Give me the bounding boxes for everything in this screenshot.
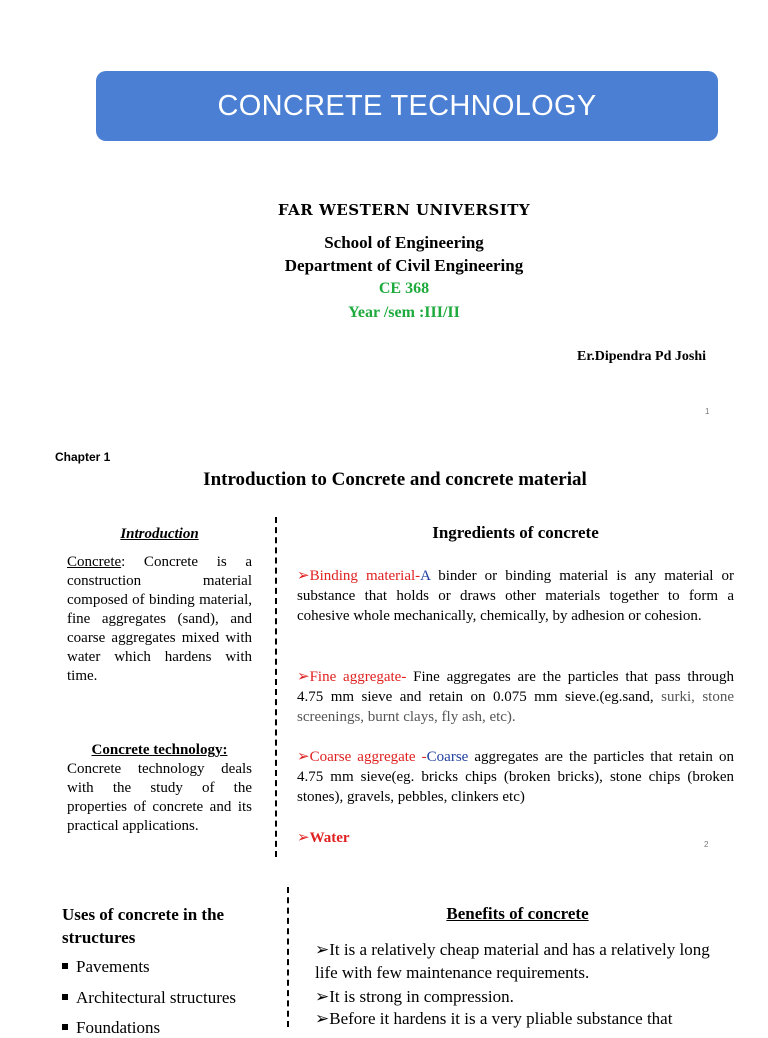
binding-material-text: binder or binding material is any material or substance that holds or draws other materials together to form a cohesive whole mechanically, chemically, by adhesion or cohesion. — [297, 568, 734, 624]
university-name: FAR WESTERN UNIVERSITY — [277, 201, 531, 219]
introduction-heading: Introduction — [120, 526, 199, 542]
slide-title: CONCRETE TECHNOLOGY — [217, 89, 597, 122]
arrow-bullet-icon: ➢ — [297, 830, 310, 846]
uses-heading: Uses of concrete in the structures — [62, 905, 225, 947]
binding-material-item — [297, 566, 734, 626]
author-name: Er.Dipendra Pd Joshi — [576, 349, 706, 364]
course-code: CE 368 — [378, 280, 430, 297]
arrow-bullet-icon: ➢ — [315, 940, 330, 959]
chapter-label: Chapter 1 — [55, 450, 111, 464]
title-banner — [96, 71, 718, 141]
arrow-bullet-icon: ➢ — [297, 669, 310, 685]
water-item — [297, 828, 734, 848]
concrete-technology-definition — [67, 741, 252, 836]
arrow-bullet-icon: ➢ — [297, 749, 310, 765]
fine-aggregate-item — [297, 667, 734, 727]
ingredients-heading: Ingredients of concrete — [432, 523, 599, 542]
benefit-item: ➢Before it hardens it is a very pliable substance that — [315, 1009, 673, 1028]
benefit-item: ➢It is strong in compression. — [315, 987, 514, 1006]
year-semester: Year /sem :III/II — [348, 304, 460, 321]
water-label: Water — [309, 830, 350, 846]
column-divider — [275, 517, 277, 857]
benefit-item: ➢It is a relatively cheap material and has a relatively long life with few maintenance requirements. — [315, 940, 710, 982]
school-name: School of Engineering — [324, 233, 484, 252]
arrow-bullet-icon: ➢ — [297, 568, 310, 584]
coarse-aggregate-item — [297, 747, 734, 807]
coarse-aggregate-word: Coarse — [426, 749, 469, 765]
square-bullet-icon — [62, 994, 68, 1000]
coarse-aggregate-label: Coarse aggregate - — [309, 749, 427, 765]
fine-aggregate-examples: surki, stone screenings, burnt clays, fly ash, etc). — [297, 689, 734, 725]
concrete-definition-text: : Concrete is a construction material composed of binding material, fine aggregates (sand), and coarse aggregates mixed with water which hardens with time. — [67, 554, 252, 684]
column-divider-2 — [287, 887, 289, 1027]
uses-list-item: Foundations — [62, 1018, 160, 1038]
chapter-title: Introduction to Concrete and concrete material — [203, 469, 587, 490]
concrete-technology-text: Concrete technology deals with the study of the properties of concrete and its practical applications. — [67, 761, 252, 834]
fine-aggregate-label: Fine aggregate- — [309, 669, 407, 685]
binding-material-label: Binding material- — [309, 568, 421, 584]
benefits-heading: Benefits of concrete — [446, 904, 589, 923]
arrow-bullet-icon: ➢ — [315, 987, 330, 1006]
concrete-term: Concrete — [67, 554, 122, 570]
uses-list-item: Pavements — [62, 957, 150, 977]
page-number-2: 2 — [704, 840, 709, 849]
concrete-definition — [67, 553, 252, 686]
arrow-bullet-icon: ➢ — [315, 1009, 330, 1028]
department-name: Department of Civil Engineering — [284, 256, 524, 275]
square-bullet-icon — [62, 963, 68, 969]
uses-list-item: Architectural structures — [62, 988, 236, 1008]
concrete-technology-term: Concrete technology: — [91, 742, 228, 758]
binding-material-letter: A — [420, 568, 431, 584]
fine-aggregate-text: Fine aggregates are the particles that pass through 4.75 mm sieve and retain on 0.075 mm sieve.(eg.sand, — [297, 669, 734, 705]
page-number-1: 1 — [705, 407, 710, 416]
square-bullet-icon — [62, 1024, 68, 1030]
coarse-aggregate-text: aggregates are the particles that retain on 4.75 mm sieve(eg. bricks chips (broken bricks), stone chips (broken stones), gravels, pebbles, clinkers etc) — [297, 749, 734, 805]
